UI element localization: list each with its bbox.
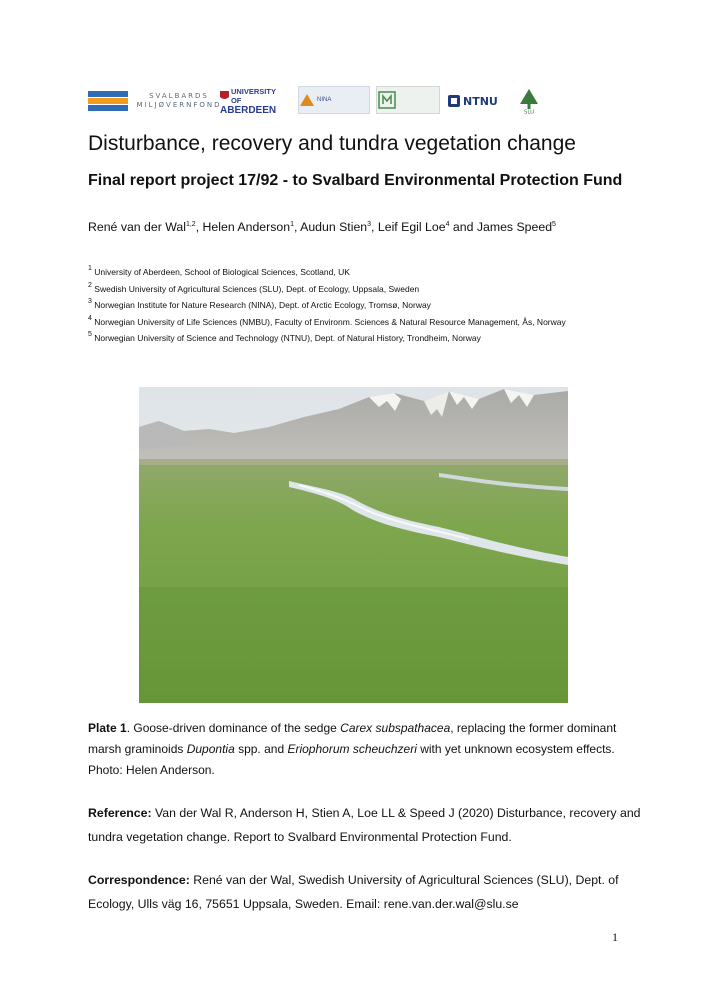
ntnu-logo (448, 86, 508, 116)
affiliation-text: University of Aberdeen, School of Biological Sciences, Scotland, UK (94, 267, 350, 277)
caption-label: Plate 1 (88, 721, 127, 735)
author-affil-ref: 1 (290, 221, 294, 228)
slu-wordmark: SLU (523, 109, 535, 114)
nina-wordmark: NINA (317, 97, 332, 103)
svalbard-fund-emblem-icon (88, 91, 128, 111)
tundra-photo (139, 387, 568, 703)
svalbard-fund-line2: MILJØVERNFOND (136, 101, 222, 109)
author-affil-ref: 4 (445, 221, 450, 228)
correspondence-paragraph (88, 868, 648, 916)
partner-logos (88, 86, 618, 118)
affiliation-item (88, 314, 648, 331)
author-affil-ref: 3 (367, 221, 372, 228)
author-name: Helen Anderson (202, 220, 291, 234)
svalbard-fund-line1: SVALBARDS (149, 92, 209, 100)
affiliation-number: 5 (88, 331, 92, 339)
affiliation-list (88, 264, 648, 347)
author-name: René van der Wal (88, 220, 186, 234)
author-affil-ref: 5 (552, 221, 556, 228)
reference-text: Van der Wal R, Anderson H, Stien A, Loe LL & Speed J (2020) Disturbance, recovery and tundra vegetation change. Report to Svalbard Environmental Protection Fund. (88, 806, 641, 844)
svalbard-fund-logo (88, 86, 130, 116)
affiliation-item (88, 297, 648, 314)
aberdeen-line1: UNIVERSITY OF (230, 86, 276, 105)
affiliation-number: 2 (88, 281, 92, 289)
author-separator: , (195, 220, 203, 234)
affiliation-text: Norwegian Institute for Nature Research (NINA), Dept. of Arctic Ecology, Tromsø, Norway (94, 300, 431, 311)
report-title: Disturbance, recovery and tundra vegetation change (88, 132, 576, 155)
slu-tree-icon (518, 88, 540, 114)
affiliation-number: 3 (88, 298, 92, 306)
author-separator: , (293, 220, 301, 234)
report-subtitle: Final report project 17/92 - to Svalbard Environmental Protection Fund (88, 172, 623, 189)
affiliation-number: 1 (88, 265, 92, 272)
author-affil-ref: 1,2 (185, 221, 196, 228)
affiliation-number: 4 (88, 314, 92, 322)
tundra-landscape-image (139, 387, 568, 703)
affiliation-item (88, 281, 648, 298)
svalbard-fund-wordmark (136, 86, 222, 116)
author-separator: and (449, 220, 477, 234)
author-name: Leif Egil Loe (377, 220, 446, 234)
affiliation-item (88, 264, 648, 281)
aberdeen-logo (220, 86, 288, 116)
aberdeen-crest-icon (220, 91, 229, 101)
nmbu-emblem-icon (377, 90, 397, 110)
reference-paragraph (88, 801, 648, 849)
author-name: Audun Stien (300, 220, 368, 234)
nina-logo (298, 86, 370, 114)
photo-caption: Plate 1. Goose-driven dominance of the sedge Carex subspathacea, replacing the former dominant marsh graminoids Dupontia spp. and Eriophorum scheuchzeri with yet unknown ecosystem effects. Photo: Helen Anderson. (88, 721, 617, 777)
slu-logo (518, 86, 618, 116)
reference-label: Reference: (88, 806, 152, 820)
ntnu-emblem-icon (448, 95, 460, 107)
affiliation-item (88, 330, 648, 347)
affiliation-text: Norwegian University of Life Sciences (NMBU), Faculty of Environm. Sciences & Natural Resource Management, Ås, Norway (94, 316, 566, 327)
nmbu-logo (376, 86, 440, 114)
aberdeen-line2: ABERDEEN (220, 104, 277, 116)
affiliation-text: Swedish University of Agricultural Sciences (SLU), Dept. of Ecology, Uppsala, Sweden (94, 283, 420, 294)
author-list (88, 220, 556, 234)
author-name: James Speed (476, 220, 553, 234)
ntnu-wordmark: NTNU (463, 94, 498, 108)
affiliation-text: Norwegian University of Science and Technology (NTNU), Dept. of Natural History, Trondheim, Norway (94, 333, 481, 344)
correspondence-text: René van der Wal, Swedish University of Agricultural Sciences (SLU), Dept. of Ecology, Ulls väg 16, 75651 Uppsala, Sweden. Email: rene.van.der.wal@slu.se (88, 873, 619, 911)
author-separator: , (371, 220, 378, 234)
page-number: 1 (612, 930, 618, 944)
correspondence-label: Correspondence: (88, 873, 190, 887)
nina-mountain-icon (299, 93, 315, 107)
